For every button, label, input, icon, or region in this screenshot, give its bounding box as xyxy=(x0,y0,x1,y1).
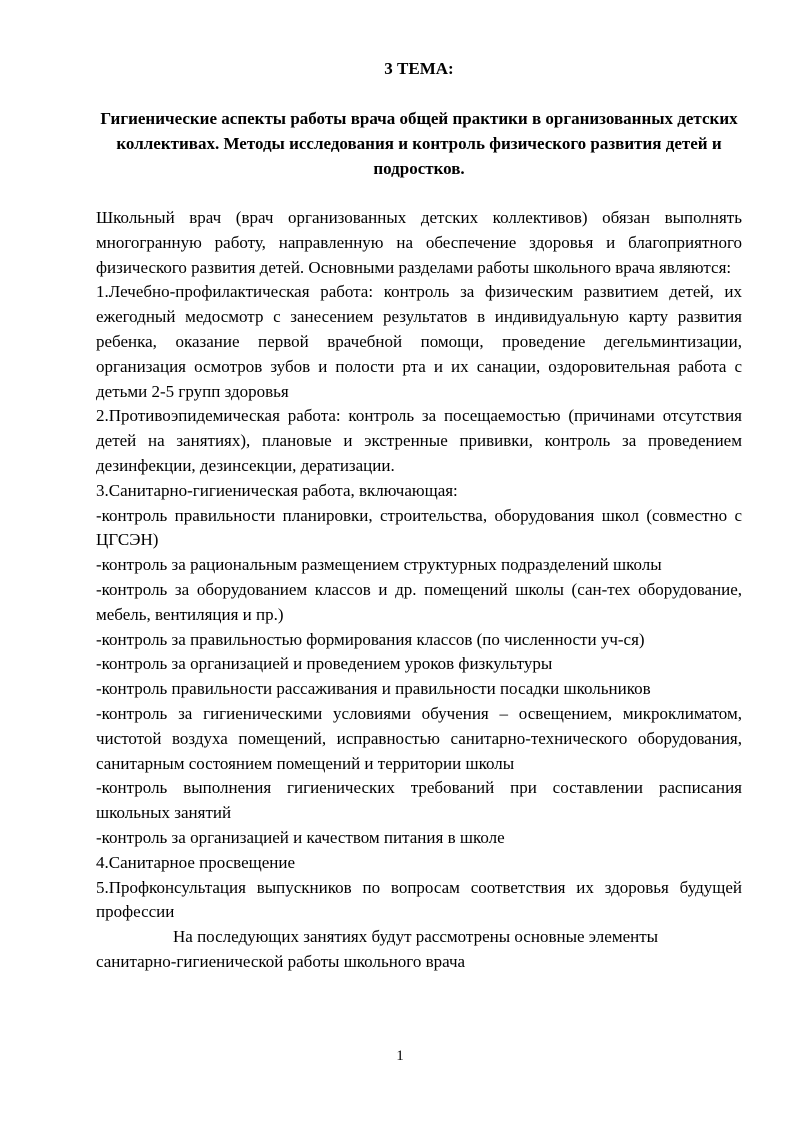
list-item-career-guidance: 5.Профконсультация выпускников по вопросам соответствия их здоровья будущей профессии xyxy=(96,877,742,922)
sub-item-placement-control: -контроль за рациональным размещением структурных подразделений школы xyxy=(96,555,662,575)
page-number: 1 xyxy=(396,1048,404,1064)
sub-item-seating-control: -контроль правильности рассаживания и правильности посадки школьников xyxy=(96,679,651,699)
intro-paragraph: Школьный врач (врач организованных детских коллективов) обязан выполнять многогранную работу, направленную на обеспечение здоровья и благоприятного физического развития детей. Основными разделами работы школьного врача являются: xyxy=(96,208,742,277)
closing-paragraph: На последующих занятиях будут рассмотрены основные элементы санитарно-гигиенической работы школьного врача xyxy=(96,927,659,971)
document-title: Гигиенические аспекты работы врача общей практики в организованных детских коллективах. Методы исследования и контроль физического развития детей и подростков. xyxy=(100,109,738,178)
list-item-sanitary-work: 3.Санитарно-гигиеническая работа, включающая: xyxy=(96,480,458,500)
list-item-health-education: 4.Санитарное просвещение xyxy=(96,852,296,872)
sub-item-schedule-control: -контроль выполнения гигиенических требований при составлении расписания школьных занятий xyxy=(96,778,742,823)
sub-item-nutrition-control: -контроль за организацией и качеством питания в школе xyxy=(96,827,505,847)
list-item-anti-epidemic-work: 2.Противоэпидемическая работа: контроль за посещаемостью (причинами отсутствия детей на занятиях), плановые и экстренные прививки, контроль за проведением дезинфекции, дезинсекции, дератизации. xyxy=(96,406,742,475)
sub-item-equipment-control: -контроль за оборудованием классов и др. помещений школы (сан-тех оборудование, мебель, вентиляция и пр.) xyxy=(96,579,742,624)
document-body xyxy=(96,206,742,975)
sub-item-learning-conditions-control: -контроль за гигиеническими условиями обучения – освещением, микроклиматом, чистотой воздуха помещений, исправностью санитарно-технического оборудования, санитарным состоянием помещений и территории школы xyxy=(96,703,742,773)
topic-heading: 3 ТЕМА: xyxy=(384,59,454,78)
sub-item-planning-control: -контроль правильности планировки, строительства, оборудования школ (совместно с ЦГСЭН) xyxy=(96,505,742,550)
sub-item-class-formation-control: -контроль за правильностью формирования классов (по численности уч-ся) xyxy=(96,629,645,649)
sub-item-pe-lessons-control: -контроль за организацией и проведением уроков физкультуры xyxy=(96,654,553,674)
list-item-treatment-work: 1.Лечебно-профилактическая работа: контроль за физическим развитием детей, их ежегодный медосмотр с занесением результатов в индивидуальную карту развития ребенка, оказание первой врачебной помощи, проведение дегельминтизации, организация осмотров зубов и полости рта и их санации, оздоровительная работа с детьми 2-5 групп здоровья xyxy=(96,282,742,401)
